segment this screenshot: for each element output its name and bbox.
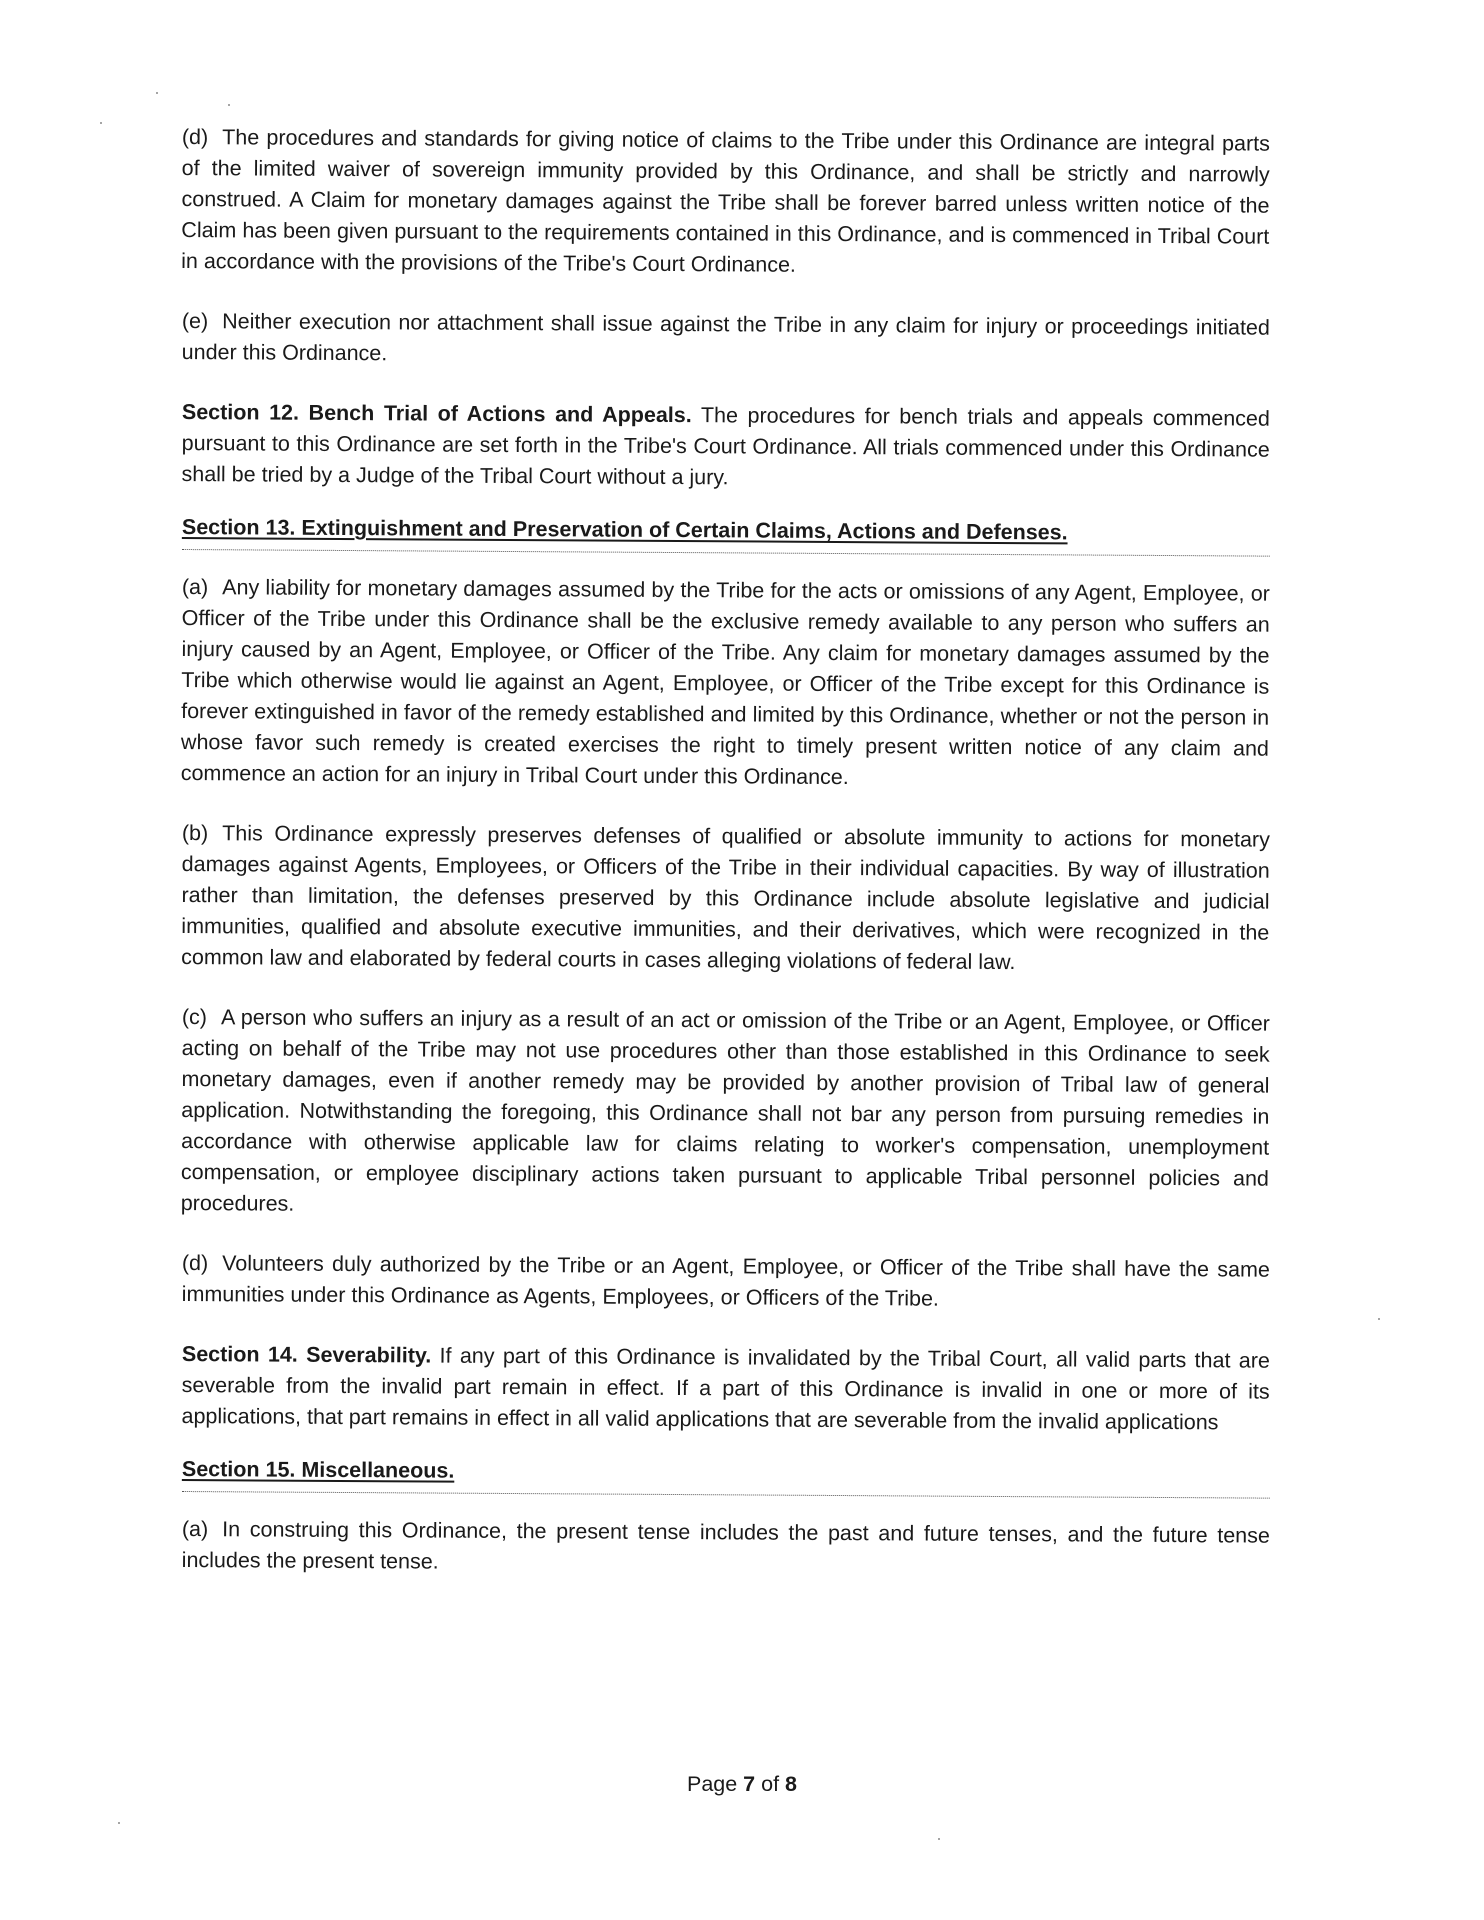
- scan-speck: [938, 1838, 940, 1840]
- paragraph-text: The procedures and standards for giving notice of claims to the Tribe under this Ordinance are integral parts of the limited waiver of sovereign immunity provided by this Ordinance, and shall be strictly and narrowly construed. A Claim for monetary damages against the Tribe shall be forever barred unless written notice of the Claim has been given pursuant to the requirements contained in this Ordinance, and is commenced in Tribal Court in accordance with the provisions of the Tribe's Court Ordinance.: [181, 125, 1270, 277]
- paragraph-label: (a): [181, 1517, 209, 1542]
- paragraph-label: (c): [181, 1004, 208, 1030]
- scan-speck: [156, 92, 158, 94]
- paragraph-d-notice: [181, 122, 1270, 284]
- paragraph-text: Neither execution nor attachment shall issue against the Tribe in any claim for injury or proceedings initiated under this Ordinance.: [181, 309, 1270, 366]
- scan-speck: [100, 122, 102, 124]
- section-13-heading-text: Section 13. Extinguishment and Preservation of Certain Claims, Actions and Defenses.: [181, 514, 1068, 545]
- section-13-paragraph-b: [181, 818, 1270, 980]
- section-13-heading: [182, 512, 1270, 557]
- section-15-paragraph-a: [182, 1514, 1270, 1583]
- section-14: [181, 1339, 1270, 1439]
- scan-speck: [1378, 1318, 1380, 1320]
- page-number-current: 7: [743, 1772, 756, 1796]
- document-body: [182, 122, 1270, 1576]
- paragraph-label: (a): [181, 574, 209, 600]
- section-15-heading-text: Section 15. Miscellaneous.: [181, 1457, 455, 1483]
- paragraph-text: Volunteers duly authorized by the Tribe or an Agent, Employee, or Officer of the Tribe shall have the same immunities under this Ordinance as Agents, Employees, or Officers of the Tribe.: [181, 1251, 1270, 1311]
- section-12-heading: Section 12. Bench Trial of Actions and Appeals.: [181, 399, 692, 428]
- paragraph-text: This Ordinance expressly preserves defenses of qualified or absolute immunity to actions for monetary damages against Agents, Employees, or Officers of the Tribe in their individual capacities. By way of illustration rather than limitation, the defenses preserved by this Ordinance include absolute legislative and judicial immunities, qualified and absolute executive immunities, and their derivatives, which were recognized in the common law and elaborated by federal courts in cases alleging violations of federal law.: [181, 821, 1270, 975]
- paragraph-label: (e): [181, 308, 209, 334]
- paragraph-text: Any liability for monetary damages assumed by the Tribe for the acts or omissions of any Agent, Employee, or Officer of the Tribe under this Ordinance shall be the exclusive remedy available to any person who suffers an injury caused by an Agent, Employee, or Officer of the Tribe. Any claim for monetary damages assumed by the Tribe which otherwise would lie against an Agent, Employee, or Officer of the Tribe except for this Ordinance is forever extinguished in favor of the remedy established and limited by this Ordinance, whether or not the person in whose favor such remedy is created exercises the right to timely present written notice of any claim and commence an action for an injury in Tribal Court under this Ordinance.: [180, 575, 1270, 790]
- page-number-prefix: Page: [686, 1772, 744, 1796]
- paragraph-e-execution: [182, 306, 1270, 375]
- section-14-text: If any part of this Ordinance is invalidated by the Tribal Court, all valid parts that are severable from the invalid part remain in effect. If a part of this Ordinance is invalid in one or more of its applications, that part remains in effect in all valid applications that are severable from the invalid applications: [181, 1343, 1270, 1435]
- section-12-text: The procedures for bench trials and appeals commenced pursuant to this Ordinance are set forth in the Tribe's Court Ordinance. All trials commenced under this Ordinance shall be tried by a Judge of the Tribal Court without a jury.: [181, 403, 1270, 490]
- scan-speck: [118, 1822, 120, 1824]
- section-13-paragraph-c: [181, 1002, 1270, 1226]
- section-13-paragraph-d: [182, 1248, 1270, 1317]
- paragraph-label: (d): [181, 124, 209, 150]
- paragraph-label: (b): [181, 820, 209, 846]
- page-number-total: 8: [785, 1772, 797, 1796]
- paragraph-text: A person who suffers an injury as a result of an act or omission of the Tribe or an Agent, Employee, or Officer acting on behalf of the Tribe may not use procedures other than those established in this Ordinance to seek monetary damages, even if another remedy may be provided by another provision of Tribal law of general application. Notwithstanding the foregoing, this Ordinance shall not bar any person from pursuing remedies in accordance with otherwise applicable law for claims relating to worker's compensation, unemployment compensation, or employee disciplinary actions taken pursuant to applicable Tribal personnel policies and procedures.: [180, 1005, 1270, 1216]
- page-number: [0, 1772, 1484, 1797]
- scan-speck: [228, 104, 230, 106]
- page-number-middle: of: [755, 1772, 786, 1796]
- section-15-heading: [182, 1454, 1270, 1499]
- section-13-paragraph-a: [181, 572, 1270, 796]
- paragraph-text: In construing this Ordinance, the present tense includes the past and future tenses, and the future tense includes the present tense.: [181, 1517, 1270, 1574]
- paragraph-label: (d): [181, 1251, 209, 1276]
- section-14-heading: Section 14. Severability.: [181, 1342, 432, 1368]
- section-12: [181, 397, 1270, 497]
